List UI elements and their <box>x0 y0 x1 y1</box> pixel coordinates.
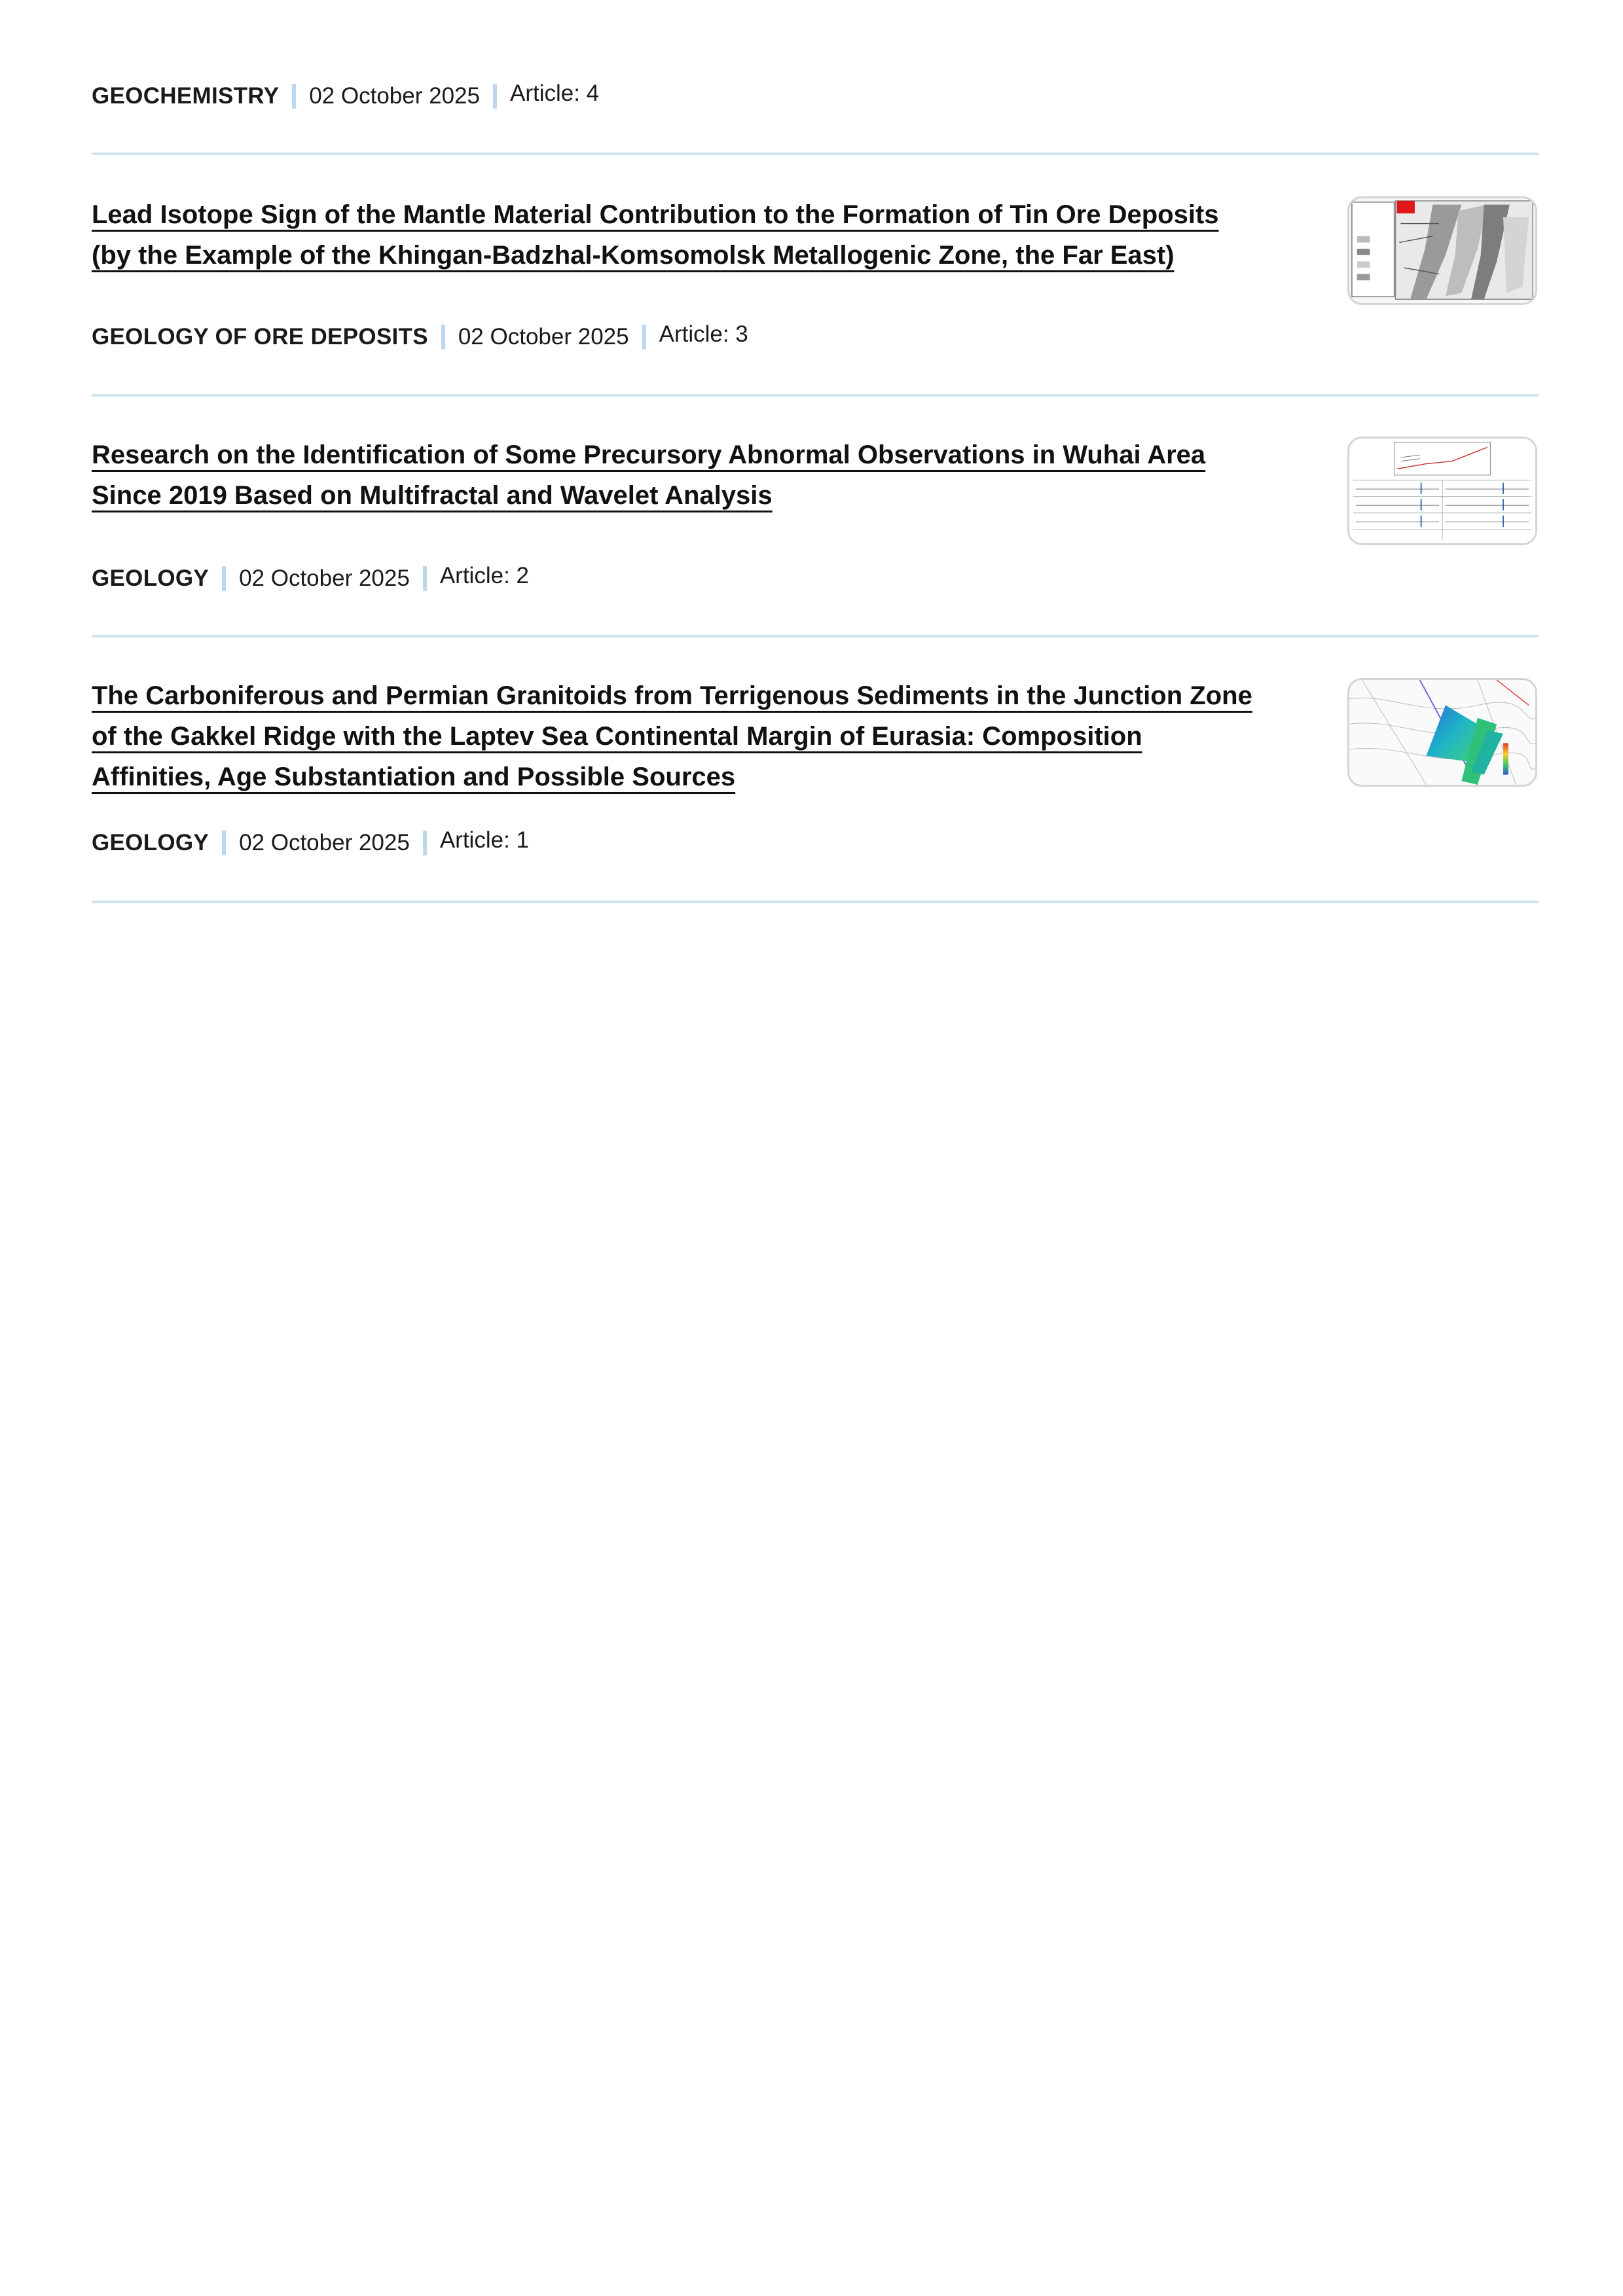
publish-date: 02 October 2025 <box>239 830 410 855</box>
article-meta <box>92 829 529 857</box>
article-number: Article: 4 <box>509 81 600 106</box>
meta-separator <box>423 831 427 855</box>
article-meta <box>92 82 599 111</box>
article-meta <box>92 323 748 351</box>
publish-date: 02 October 2025 <box>458 324 629 350</box>
article-number: Article: 3 <box>659 321 748 347</box>
article-title <box>92 435 1296 516</box>
section-label[interactable]: GEOLOGY OF ORE DEPOSITS <box>92 324 428 350</box>
publish-date: 02 October 2025 <box>309 83 480 109</box>
section-label[interactable]: GEOCHEMISTRY <box>92 83 280 109</box>
article-title-link[interactable]: Research on the Identification of Some Precursory Abnormal Observations in Wuhai Area Since 2019 Based on Multifractal and Wavelet Analysis <box>92 440 1206 510</box>
geologic-map-thumbnail-icon[interactable] <box>1347 196 1537 305</box>
meta-separator <box>423 566 427 591</box>
article-title-link[interactable]: Lead Isotope Sign of the Mantle Material Contribution to the Formation of Tin Ore Deposits (by the Example of the Khingan-Badzhal-Komsomolsk Metallogenic Zone, the Far East) <box>92 200 1219 270</box>
meta-separator <box>441 325 445 350</box>
article-title <box>92 194 1296 276</box>
divider <box>92 394 1539 397</box>
article-number: Article: 2 <box>439 563 529 588</box>
meta-separator <box>493 84 497 109</box>
section-label[interactable]: GEOLOGY <box>92 830 210 855</box>
divider <box>92 901 1539 903</box>
section-label[interactable]: GEOLOGY <box>92 565 210 591</box>
signal-plots-thumbnail-icon[interactable] <box>1347 437 1537 545</box>
bathymetry-map-thumbnail-icon[interactable] <box>1347 678 1537 787</box>
publish-date: 02 October 2025 <box>239 565 410 591</box>
divider <box>92 635 1539 637</box>
article-title <box>92 675 1296 797</box>
meta-separator <box>642 325 646 350</box>
article-meta <box>92 564 529 593</box>
divider <box>92 152 1539 155</box>
article-title-link[interactable]: The Carboniferous and Permian Granitoids from Terrigenous Sediments in the Junction Zone of the Gakkel Ridge with the Laptev Sea Continental Margin of Eurasia: Composition Affinities, Age Substantiation and Possible Sources <box>92 681 1252 791</box>
meta-separator <box>292 84 296 109</box>
meta-separator <box>222 831 226 855</box>
meta-separator <box>222 566 226 591</box>
article-number: Article: 1 <box>439 827 529 853</box>
